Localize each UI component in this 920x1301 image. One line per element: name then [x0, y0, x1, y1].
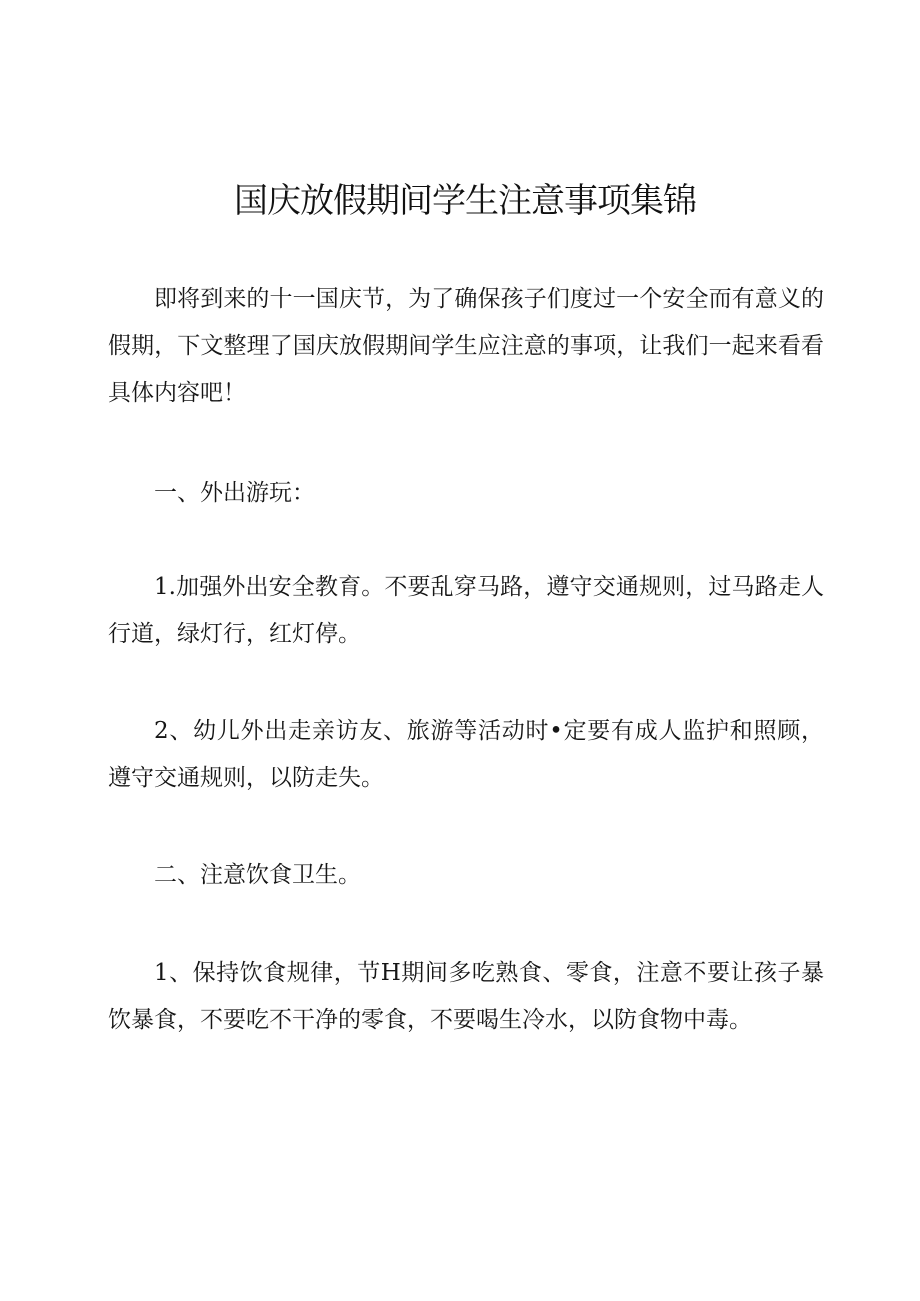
section-heading-diet: 二、注意饮食卫生。: [154, 862, 361, 888]
outing-item-2: 2、幼儿外出走亲访友、旅游等活动时•定要有成人监护和照顾，遵守交通规则，以防走失。: [108, 718, 824, 791]
diet-item-1: 1、保持饮食规律，节H期间多吃熟食、零食，注意不要让孩子暴饮暴食，不要吃不干净的零食，不要喝生冷水，以防食物中毒。: [108, 960, 824, 1033]
section-heading-outing: 一、外出游玩：: [154, 480, 315, 506]
document-title: 国庆放假期间学生注意事项集锦: [234, 181, 696, 221]
intro-paragraph: 即将到来的十一国庆节，为了确保孩子们度过一个安全而有意义的假期，下文整理了国庆放假期间学生应注意的事项，让我们一起来看看具体内容吧！: [108, 286, 824, 406]
outing-item-1: 1.加强外出安全教育。不要乱穿马路，遵守交通规则，过马路走人行道，绿灯行，红灯停。: [108, 574, 824, 647]
